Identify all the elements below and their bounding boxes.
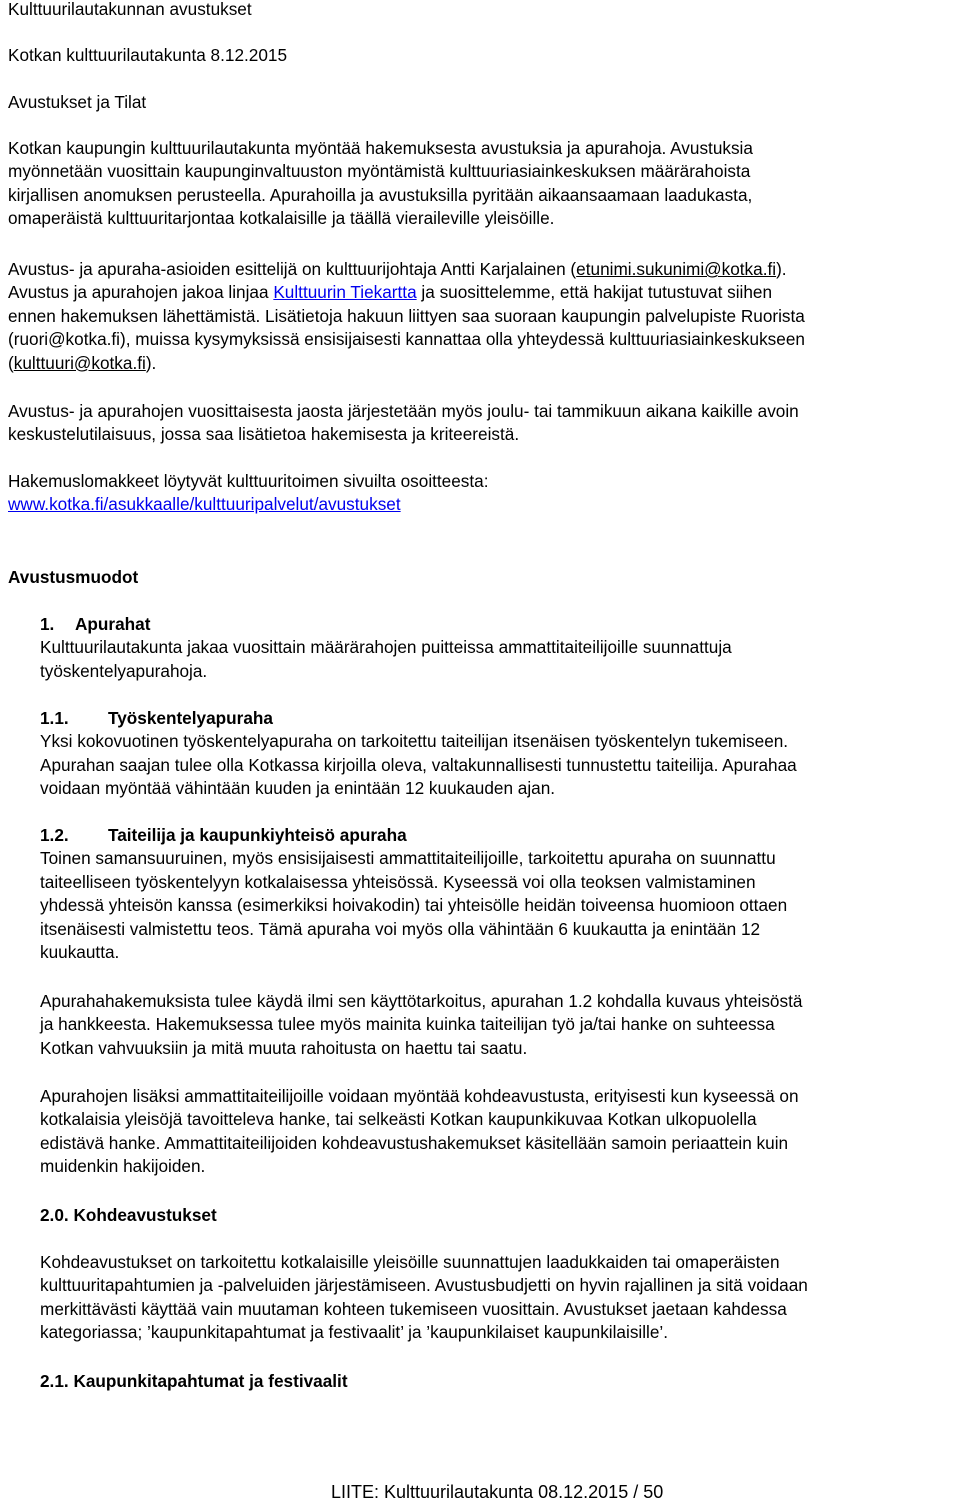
discussion-line: Avustus- ja apurahojen vuosittaisesta jaosta järjestetään myös joulu- tai tammikuun aikana kaikille avoin	[8, 401, 799, 421]
item-text-line: kuukautta.	[40, 942, 120, 963]
contact-line: (kulttuuri@kotka.fi).	[8, 352, 157, 373]
item-text-line: työskentelyapurahoja.	[40, 660, 208, 681]
application-content-paragraph	[40, 990, 802, 1060]
item-text-line: taiteelliseen työskentelyyn kotkalaisessa yhteisössä. Kyseessä voi olla teoksen valmistaminen	[40, 871, 756, 892]
professional-artists-paragraph	[40, 1085, 799, 1179]
page-footer: LIITE: Kulttuurilautakunta 08.12.2015 / 50	[331, 1482, 664, 1502]
item-text-line: Yksi kokovuotinen työskentelyapuraha on tarkoitettu taiteilijan itsenäisen työskentelyn tukemiseen.	[40, 731, 789, 752]
discussion-line: keskustelutilaisuus, jossa saa lisätietoa hakemisesta ja kriteereistä.	[8, 424, 520, 445]
item-text-line: yhdessä yhteisön kanssa (esimerkiksi hoivakodin) tai yhteisölle heidän toiveensa huomioon ottaen	[40, 895, 788, 916]
item-heading: 1. Apurahat	[40, 614, 151, 634]
contact-line: (ruori@kotka.fi), muissa kysymyksissä ensisijaisesti kannattaa olla yhteydessä kulttuuriasiainkeskukseen	[8, 329, 805, 350]
paragraph-line: kulttuuritapahtumien ja -palveluiden järjestämiseen. Avustusbudjetti on hyvin rajallinen ja sitä voidaan	[40, 1275, 808, 1296]
intro-line: Kotkan kaupungin kulttuurilautakunta myöntää hakemuksesta avustuksia ja apurahoja. Avustuksia	[8, 138, 753, 158]
paragraph-line: kotkalaisia yleisöjä tavoitteleva hanke, tai selkeästi Kotkan kaupunkikuvaa Kotkan ulkopuolella	[40, 1109, 757, 1130]
item-taiteilija-ja-kaupunkiyhteiso	[40, 824, 787, 964]
item-heading: 1.2. Taiteilija ja kaupunkiyhteisö apuraha	[40, 825, 407, 845]
paragraph-line: Apurahahakemuksista tulee käydä ilmi sen käyttötarkoitus, apurahan 1.2 kohdalla kuvaus yhteisöstä	[40, 991, 803, 1011]
contact-paragraph	[8, 258, 805, 375]
kulttuurin-tiekartta-link[interactable]: Kulttuurin Tiekartta	[273, 282, 417, 303]
kohdeavustukset-paragraph	[40, 1251, 808, 1345]
presenter-email: etunimi.sukunimi@kotka.fi	[576, 259, 777, 279]
intro-line: omaperäistä kulttuuritarjontaa kotkalaisille ja täällä vieraileville yleisöille.	[8, 208, 555, 229]
contact-line: Avustus ja apurahojen jakoa linjaa Kulttuurin Tiekartta ja suosittelemme, että hakijat tutustuvat siihen	[8, 282, 773, 303]
forms-text: Hakemuslomakkeet löytyvät kulttuuritoimen sivuilta osoitteesta:	[8, 471, 489, 491]
paragraph-line: merkittävästi käyttää vain muutaman kohteen tukemiseen vuosittain. Avustukset jaetaan kahdessa	[40, 1298, 787, 1319]
heading-kohdeavustukset: 2.0. Kohdeavustukset	[40, 1205, 217, 1225]
paragraph-line: Kohdeavustukset on tarkoitettu kotkalaisille yleisöille suunnattujen laadukkaiden tai omaperäisten	[40, 1252, 780, 1272]
item-text-line: Toinen samansuuruinen, myös ensisijaisesti ammattitaiteilijoille, tarkoitettu apuraha on suunnattu	[40, 848, 776, 869]
contact-line: ennen hakemuksen lähettämistä. Lisätietoja hakuun liittyen saa suoraan kaupungin palvelupiste Ruorista	[8, 305, 805, 326]
application-forms-link[interactable]: www.kotka.fi/asukkaalle/kulttuuripalvelut/avustukset	[8, 494, 401, 515]
item-text-line: itsenäisesti valmistettu teos. Tämä apuraha voi myös olla vähintään 6 kuukautta ja enintään 12	[40, 918, 761, 939]
item-apurahat	[40, 613, 732, 683]
contact-line: Avustus- ja apuraha-asioiden esittelijä on kulttuurijohtaja Antti Karjalainen (etunimi.sukunimi@kotka.fi).	[8, 259, 787, 279]
paragraph-line: Kotkan vahvuuksiin ja mitä muuta rahoitusta on haettu tai saatu.	[40, 1037, 528, 1058]
item-text-line: voidaan myöntää vähintään kuuden ja enintään 12 kuukauden ajan.	[40, 778, 556, 799]
intro-line: kirjallisen anomuksen perusteella. Apurahoilla ja avustuksilla pyritään aikaansaamaan laadukasta,	[8, 184, 753, 205]
item-heading: 1.1. Työskentelyapuraha	[40, 708, 273, 728]
item-text-line: Apurahan saajan tulee olla Kotkassa kirjoilla oleva, valtakunnallisesti tunnustettu taiteilija. Apurahaa	[40, 754, 797, 775]
kulttuuri-email: kulttuuri@kotka.fi	[13, 352, 146, 373]
paragraph-line: muidenkin hakijoiden.	[40, 1156, 206, 1177]
intro-line: myönnetään vuosittain kaupunginvaltuuston myöntämistä kulttuuriasiainkeskuksen määrärahoista	[8, 161, 751, 182]
paragraph-line: edistävä hanke. Ammattitaiteilijoiden kohdeavustushakemukset käsitellään samoin periaattein kuin	[40, 1132, 789, 1153]
discussion-paragraph	[8, 400, 799, 447]
section-heading-avustukset-ja-tilat: Avustukset ja Tilat	[8, 92, 147, 112]
heading-kaupunkitapahtumat: 2.1. Kaupunkitapahtumat ja festivaalit	[40, 1371, 348, 1391]
paragraph-line: Apurahojen lisäksi ammattitaiteilijoille voidaan myöntää kohdeavustusta, erityisesti kun kyseessä on	[40, 1086, 799, 1106]
paragraph-line: ja hankkeesta. Hakemuksessa tulee myös mainita kuinka taiteilijan työ ja/tai hanke on suhteessa	[40, 1014, 775, 1035]
section-heading-avustusmuodot: Avustusmuodot	[8, 567, 139, 587]
item-text-line: Kulttuurilautakunta jakaa vuosittain määrärahojen puitteissa ammattitaiteilijoille suunnattuja	[40, 637, 732, 658]
paragraph-line: kategoriassa; ’kaupunkitapahtumat ja festivaalit’ ja ’kaupunkilaiset kaupunkilaisille’.	[40, 1322, 669, 1343]
item-tyoskentelyapuraha	[40, 707, 797, 801]
forms-paragraph	[8, 470, 489, 517]
document-title: Kulttuurilautakunnan avustukset	[8, 0, 252, 19]
intro-paragraph	[8, 137, 753, 231]
meeting-line: Kotkan kulttuurilautakunta 8.12.2015	[8, 45, 288, 65]
